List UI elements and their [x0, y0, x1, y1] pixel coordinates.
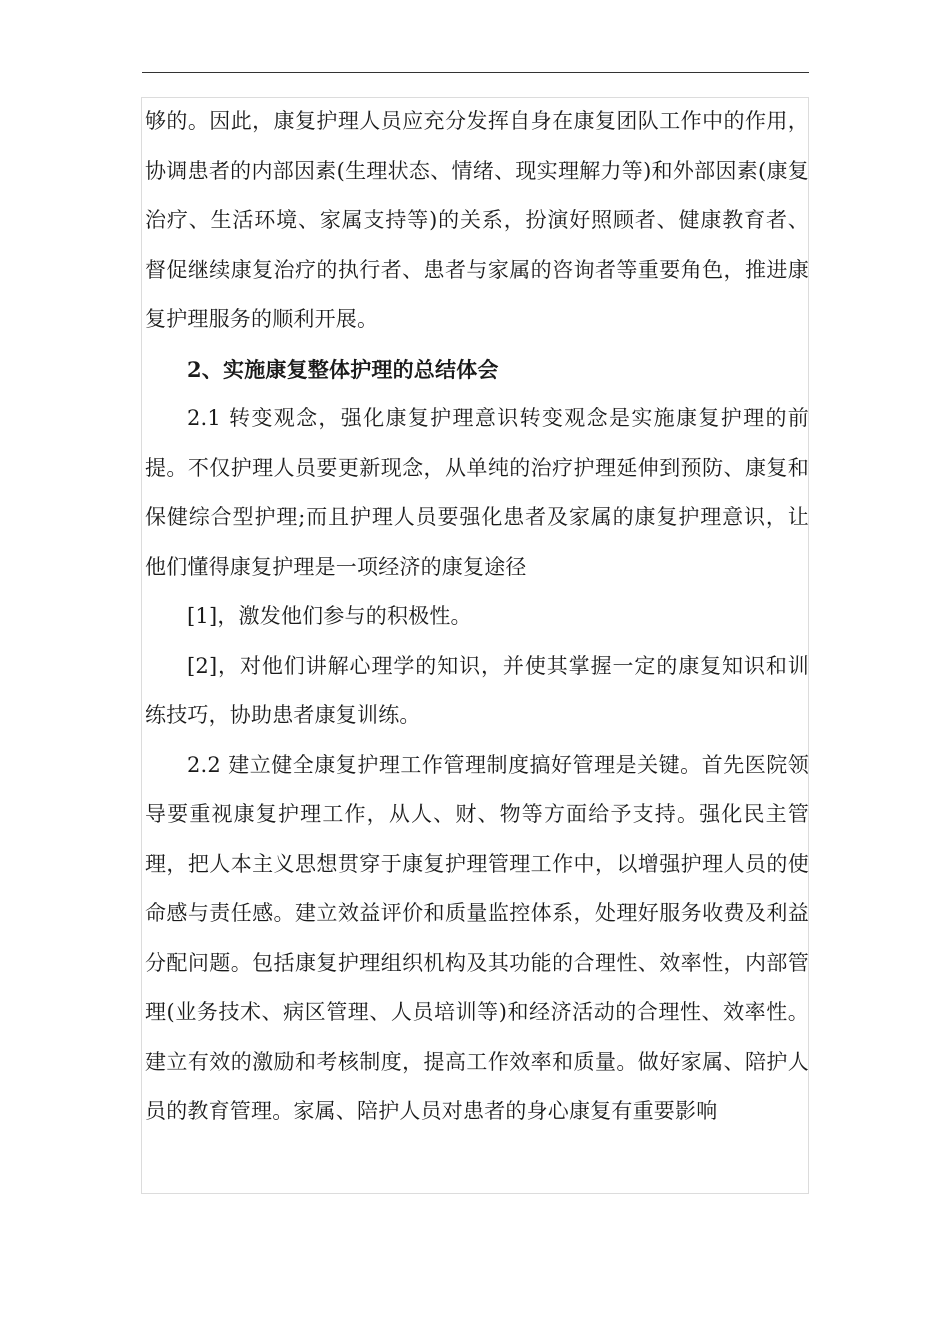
paragraph-ref-2: [2]，对他们讲解心理学的知识，并使其掌握一定的康复知识和训练技巧，协助患者康复训练。 — [145, 653, 809, 727]
header-rule — [142, 72, 809, 73]
paragraph-continuation: 够的。因此，康复护理人员应充分发挥自身在康复团队工作中的作用，协调患者的内部因素(生理状态、情绪、现实理解力等)和外部因素(康复治疗、生活环境、家属支持等)的关系，扮演好照顾者、健康教育者、督促继续康复治疗的执行者、患者与家属的咨询者等重要角色，推进康复护理服务的顺利开展。 — [145, 109, 809, 331]
paragraph-ref-1: [1]，激发他们参与的积极性。 — [187, 604, 472, 628]
document-body — [145, 97, 809, 1137]
paragraph-2-2: 2.2 建立健全康复护理工作管理制度搞好管理是关键。首先医院领导要重视康复护理工作，从人、财、物等方面给予支持。强化民主管理，把人本主义思想贯穿于康复护理管理工作中，以增强护理人员的使命感与责任感。建立效益评价和质量监控体系，处理好服务收费及利益分配问题。包括康复护理组织机构及其功能的合理性、效率性，内部管理(业务技术、病区管理、人员培训等)和经济活动的合理性、效率性。建立有效的激励和考核制度，提高工作效率和质量。做好家属、陪护人员的教育管理。家属、陪护人员对患者的身心康复有重要影响 — [145, 752, 809, 1123]
paragraph-2-1: 2.1 转变观念，强化康复护理意识转变观念是实施康复护理的前提。不仅护理人员要更新现念，从单纯的治疗护理延伸到预防、康复和保健综合型护理;而且护理人员要强化患者及家属的康复护理意识，让他们懂得康复护理是一项经济的康复途径 — [145, 406, 809, 579]
section-heading: 2、实施康复整体护理的总结体会 — [187, 356, 499, 382]
